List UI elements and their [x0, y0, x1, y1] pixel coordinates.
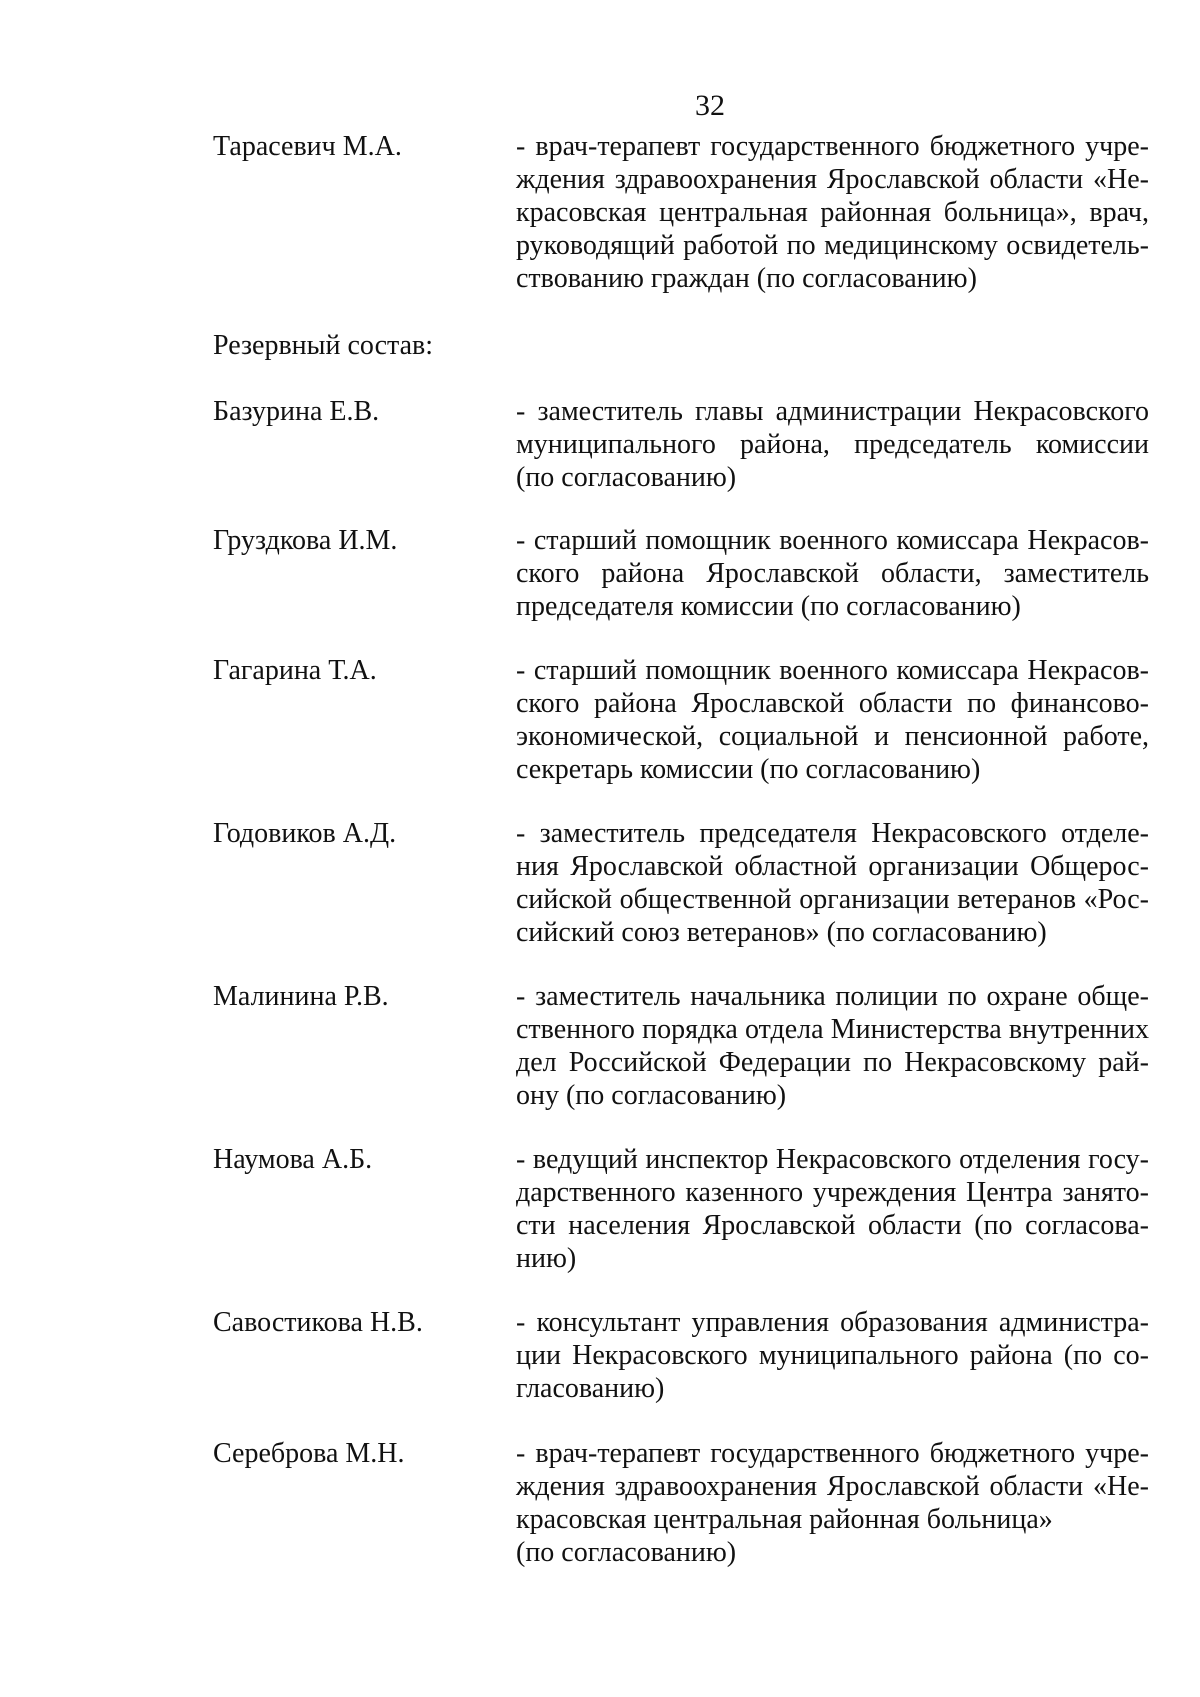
member-entry [213, 817, 1150, 957]
member-entry [213, 1306, 1150, 1416]
member-entry-tarasevich [213, 130, 1150, 300]
description-line: сти населения Ярославской области (по согласова- [516, 1210, 1149, 1241]
description-line: ственного порядка отдела Министерства внутренних [516, 1014, 1149, 1045]
member-name: Груздкова И.М. [213, 525, 398, 556]
description-line: - старший помощник военного комиссара Некрасов- [516, 655, 1149, 686]
member-description [516, 980, 1149, 1112]
description-line: - заместитель главы администрации Некрасовского [516, 396, 1149, 427]
description-line: муниципального района, председатель комиссии [516, 429, 1149, 460]
description-line: экономической, социальной и пенсионной работе, [516, 721, 1149, 752]
description-line: дел Российской Федерации по Некрасовскому рай- [516, 1047, 1149, 1078]
member-description [516, 1143, 1149, 1275]
page-number: 32 [695, 89, 725, 122]
member-description [516, 1437, 1149, 1569]
description-line: ского района Ярославской области, заместитель [516, 558, 1149, 589]
description-line: сийской общественной организации ветеранов «Рос- [516, 884, 1149, 915]
member-description [516, 395, 1149, 494]
description-line: ствованию граждан (по согласованию) [516, 263, 977, 294]
description-line: ции Некрасовского муниципального района (по со- [516, 1340, 1149, 1371]
member-name: Савостикова Н.В. [213, 1307, 423, 1338]
member-entry [213, 395, 1150, 505]
member-description [516, 654, 1149, 786]
member-name: Годовиков А.Д. [213, 818, 397, 849]
description-line: гласованию) [516, 1373, 665, 1404]
description-line: ния Ярославской областной организации Общерос- [516, 851, 1149, 882]
member-entry [213, 524, 1150, 634]
member-entry [213, 980, 1150, 1120]
description-line: (по согласованию) [516, 1537, 737, 1568]
description-line: ского района Ярославской области по финансово- [516, 688, 1149, 719]
description-line: - заместитель начальника полиции по охране обще- [516, 981, 1149, 1012]
description-line: нию) [516, 1243, 577, 1274]
member-entry [213, 1143, 1150, 1283]
member-name: Наумова А.Б. [213, 1144, 373, 1175]
description-line: дарственного казенного учреждения Центра занято- [516, 1177, 1149, 1208]
member-name: Базурина Е.В. [213, 396, 380, 427]
description-line: - врач-терапевт государственного бюджетного учре- [516, 131, 1149, 162]
description-line: ждения здравоохранения Ярославской области «Не- [516, 164, 1149, 195]
description-line: красовская центральная районная больница» [516, 1504, 1053, 1535]
description-line: - врач-терапевт государственного бюджетного учре- [516, 1438, 1149, 1469]
member-name: Сереброва М.Н. [213, 1438, 405, 1469]
member-name: Тарасевич М.А. [213, 131, 402, 162]
description-line: - заместитель председателя Некрасовского отделе- [516, 818, 1149, 849]
member-name: Малинина Р.В. [213, 981, 389, 1012]
reserve-heading: Резервный состав: [213, 330, 434, 361]
description-line: руководящий работой по медицинскому освидетель- [516, 230, 1149, 261]
description-line: ждения здравоохранения Ярославской области «Не- [516, 1471, 1149, 1502]
description-line: красовская центральная районная больница», врач, [516, 197, 1149, 228]
description-line: - ведущий инспектор Некрасовского отделения госу- [516, 1144, 1149, 1175]
description-line: председателя комиссии (по согласованию) [516, 591, 1021, 622]
description-line: сийский союз ветеранов» (по согласованию) [516, 917, 1047, 948]
description-line: секретарь комиссии (по согласованию) [516, 754, 981, 785]
description-line: (по согласованию) [516, 462, 737, 493]
member-description [516, 130, 1149, 295]
member-description [516, 1306, 1149, 1405]
member-description [516, 524, 1149, 623]
member-entry [213, 654, 1150, 794]
member-entry [213, 1437, 1150, 1577]
member-name: Гагарина Т.А. [213, 655, 377, 686]
description-line: ону (по согласованию) [516, 1080, 787, 1111]
member-description [516, 817, 1149, 949]
description-line: - консультант управления образования администра- [516, 1307, 1149, 1338]
description-line: - старший помощник военного комиссара Некрасов- [516, 525, 1149, 556]
